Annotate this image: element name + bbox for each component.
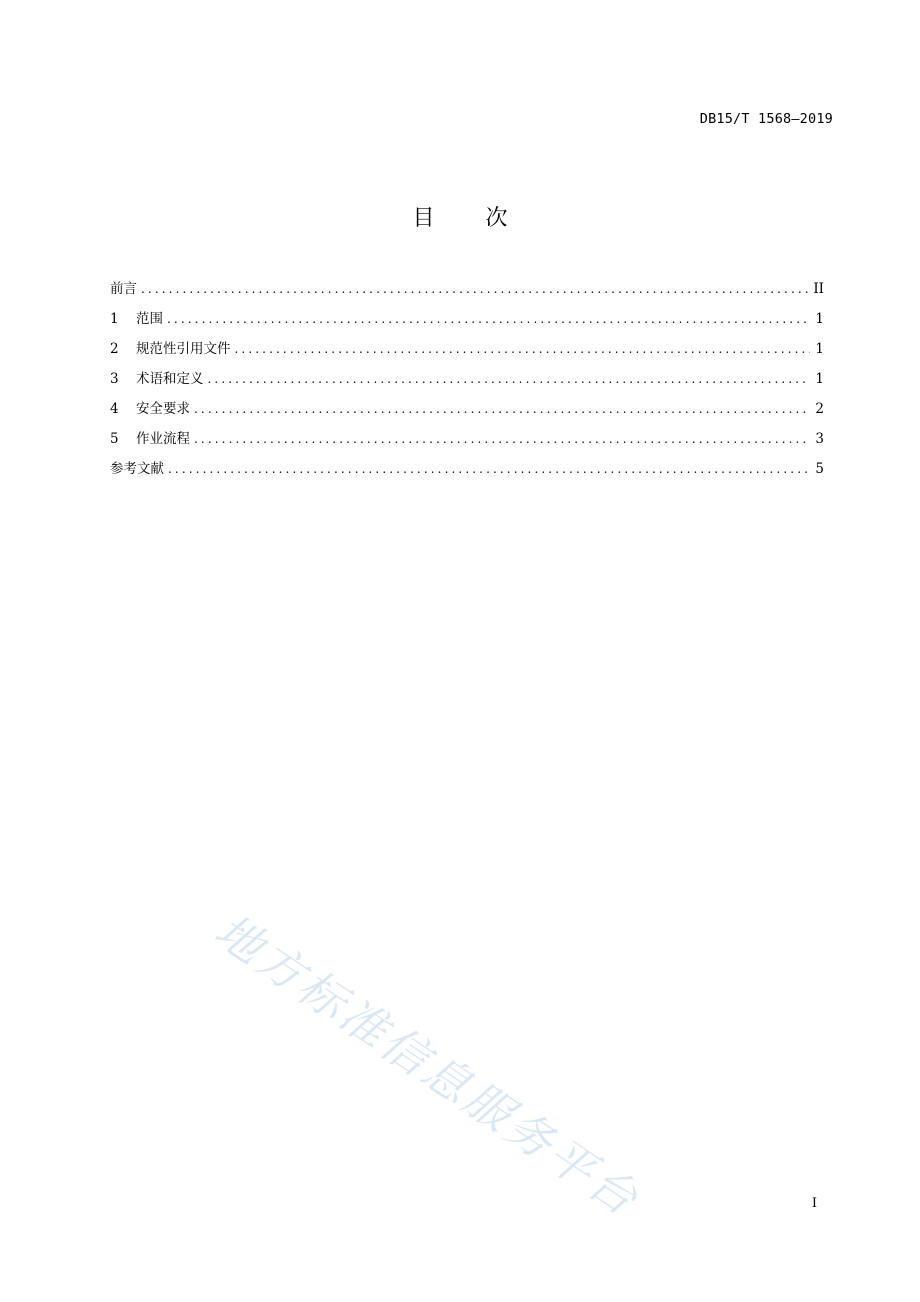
toc-entry-foreword[interactable] <box>110 278 824 308</box>
page-title: 目 次 <box>412 206 530 231</box>
toc-entry-label: 参考文献 <box>110 461 164 477</box>
toc-entry-bibliography[interactable] <box>110 458 824 488</box>
toc-entry-page: 2 <box>815 401 824 417</box>
toc-entry-page: 5 <box>815 461 824 477</box>
toc-entry-label: 安全要求 <box>136 401 190 417</box>
watermark: 地方标准信息服务平台 <box>205 903 650 1228</box>
toc-entry-page: 1 <box>815 371 824 387</box>
toc-entry-label: 规范性引用文件 <box>136 341 231 357</box>
toc-entry-number: 4 <box>110 401 119 417</box>
toc-entry-workflow[interactable] <box>110 428 824 458</box>
toc-entry-label: 作业流程 <box>136 431 190 447</box>
toc-entry-normative-references[interactable] <box>110 338 824 368</box>
toc-leader-dots <box>194 428 810 450</box>
standard-code: DB15/T 1568—2019 <box>699 111 833 127</box>
toc-leader-dots <box>141 278 809 300</box>
toc-entry-number: 2 <box>110 341 119 357</box>
toc-leader-dots <box>194 398 810 420</box>
toc-entry-label: 前言 <box>110 281 137 297</box>
toc-leader-dots <box>208 368 811 390</box>
toc-entry-number: 5 <box>110 431 119 447</box>
toc-leader-dots <box>167 308 810 330</box>
toc-entry-number: 3 <box>110 371 119 387</box>
toc-entry-number: 1 <box>110 311 119 327</box>
toc-entry-page: 1 <box>815 311 824 327</box>
toc-entry-page: 1 <box>815 341 824 357</box>
toc-entry-scope[interactable] <box>110 308 824 338</box>
toc-entry-page: II <box>813 281 824 297</box>
toc-entry-terms-definitions[interactable] <box>110 368 824 398</box>
table-of-contents <box>110 278 824 488</box>
toc-entry-safety-requirements[interactable] <box>110 398 824 428</box>
toc-entry-label: 范围 <box>136 311 163 327</box>
toc-entry-label: 术语和定义 <box>136 371 204 387</box>
toc-entry-page: 3 <box>815 431 824 447</box>
page-number: I <box>811 1196 817 1211</box>
toc-leader-dots <box>168 458 810 480</box>
toc-leader-dots <box>235 338 811 360</box>
